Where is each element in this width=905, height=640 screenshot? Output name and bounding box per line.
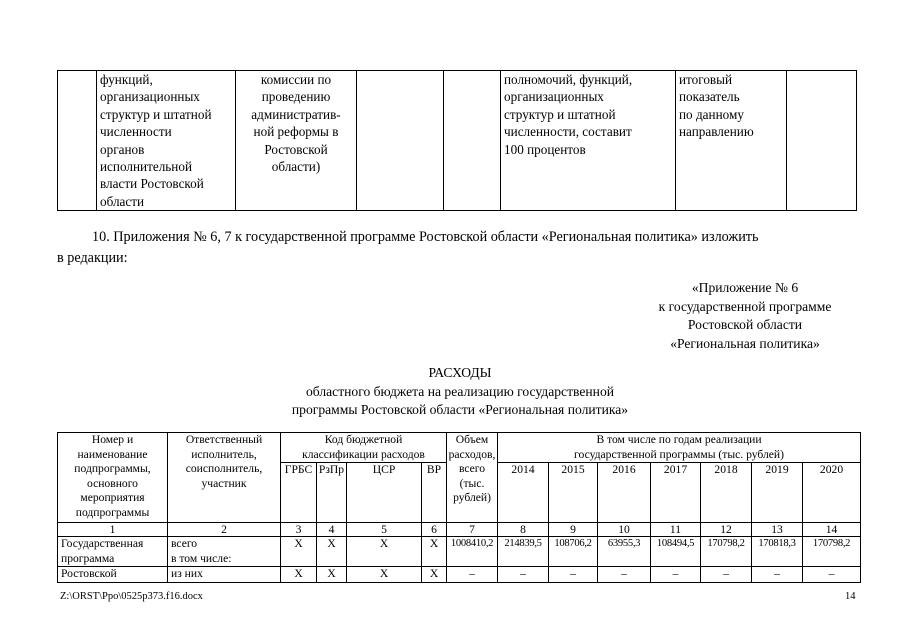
header-grbs: ГРБС [281,463,317,523]
header-year: 2018 [701,463,752,523]
expenses-table [57,432,861,583]
header-line: подпрограммы [75,505,150,519]
header-line: рублей) [453,491,491,505]
table-row [58,567,861,583]
row-year-value: 63955,3 [598,537,651,567]
table-row [58,71,857,211]
row-year-value: 214839,5 [498,537,549,567]
row-year-value: – [498,567,549,583]
header-years-group [498,433,861,463]
index-cell: 5 [347,523,422,537]
row-year-value: – [549,567,598,583]
appendix-line: «Приложение № 6 [691,280,799,295]
header-line: основного [87,476,138,490]
header-line: соисполнитель, [185,462,263,476]
index-cell: 4 [317,523,347,537]
cell-line: структур и штатной [504,106,616,122]
row-rzpr: Х [317,537,347,567]
cell-line: Государственная [61,537,144,551]
row-year-value: – [598,567,651,583]
row-name: Ростовской [58,567,168,583]
cell-line: показатель [679,89,740,105]
header-csr: ЦСР [347,463,422,523]
cell-line: всего [171,537,198,551]
document-title [170,364,750,420]
header-line: подпрограммы, [74,462,151,476]
row-year-value: 170798,2 [803,537,861,567]
header-year: 2020 [803,463,861,523]
row-csr: Х [347,537,422,567]
cell-line: области) [271,159,321,175]
header-line: (тыс. [459,476,485,490]
column-index-row [58,523,861,537]
index-cell: 1 [58,523,168,537]
cell-line: численности, составит [504,124,632,140]
footer-file-path: Z:\ORST\Ppo\0525p373.f16.docx [60,591,203,602]
row-vr: Х [422,537,447,567]
cell-line: власти Ростовской [100,176,204,192]
header-year: 2015 [549,463,598,523]
top-cell-2 [97,71,236,211]
appendix-header [640,279,850,353]
header-line: наименование [77,447,148,461]
page-number: 14 [845,591,856,602]
index-cell: 8 [498,523,549,537]
header-line: классификации расходов [302,447,425,461]
header-line: исполнитель, [191,447,257,461]
top-cell-8 [787,71,857,211]
header-line: государственной программы (тыс. рублей) [574,447,784,461]
header-executor [168,433,281,523]
row-csr: Х [347,567,422,583]
row-name [58,537,168,567]
top-cell-5 [444,71,501,211]
row-total: 1008410,2 [447,537,498,567]
top-cell-3 [236,71,357,211]
table-header-row [58,433,861,463]
row-year-value: – [752,567,803,583]
index-cell: 12 [701,523,752,537]
cell-line: ной реформы в [253,124,339,140]
header-line: участник [201,476,247,490]
header-line: расходов, [448,447,496,461]
row-total: – [447,567,498,583]
index-cell: 7 [447,523,498,537]
index-cell: 6 [422,523,447,537]
body-paragraph [57,227,857,269]
row-year-value: 170818,3 [752,537,803,567]
appendix-line: «Региональная политика» [670,335,820,351]
cell-line: структур и штатной [100,106,212,122]
cell-line: органов [100,141,145,157]
cell-line: в том числе: [171,551,232,565]
cell-line: комиссии по [260,72,332,87]
header-number [58,433,168,523]
cell-line: функций, [100,72,153,87]
row-grbs: Х [281,537,317,567]
top-cell-6 [501,71,676,211]
row-vr: Х [422,567,447,583]
header-line: всего [458,462,486,476]
paragraph-line: в редакции: [57,250,128,266]
title-line: программы Ростовской области «Региональная политика» [291,402,629,417]
index-cell: 14 [803,523,861,537]
index-cell: 2 [168,523,281,537]
cell-line: итоговый [679,72,733,87]
row-year-value: – [701,567,752,583]
header-line: Номер и [91,433,134,446]
header-volume [447,433,498,523]
header-line: Объем [455,433,489,446]
cell-line: полномочий, функций, [504,72,633,87]
header-year: 2016 [598,463,651,523]
cell-line: области [100,193,145,209]
row-grbs: Х [281,567,317,583]
title-line: РАСХОДЫ [428,365,492,380]
cell-line: исполнительной [100,159,193,175]
cell-line: численности [100,124,172,140]
header-vr: ВР [422,463,447,523]
cell-line: 100 процентов [504,141,586,157]
cell-line: по данному [679,106,744,122]
cell-line: проведению [261,89,331,105]
row-rzpr: Х [317,567,347,583]
index-cell: 10 [598,523,651,537]
index-cell: 13 [752,523,803,537]
top-cell-7 [676,71,787,211]
table-row [58,537,861,567]
top-table [57,70,857,211]
cell-line: программа [61,551,115,565]
cell-line: направлению [679,124,754,140]
cell-line: Ростовской [264,141,328,157]
index-cell: 3 [281,523,317,537]
row-year-value: 108706,2 [549,537,598,567]
row-year-value: – [651,567,701,583]
header-line: Ответственный [185,433,263,446]
top-cell-4 [357,71,444,211]
title-line: областного бюджета на реализацию государственной [305,383,615,399]
paragraph-line: 10. Приложения № 6, 7 к государственной программе Ростовской области «Региональная политика» изложить [92,229,759,245]
row-year-value: – [803,567,861,583]
row-executor: из них [168,567,281,583]
appendix-line: к государственной программе [658,298,832,314]
header-rzpr: РзПр [317,463,347,523]
header-line: В том числе по годам реализации [596,433,762,446]
row-executor [168,537,281,567]
index-cell: 9 [549,523,598,537]
appendix-line: Ростовской области [687,317,803,332]
header-year: 2019 [752,463,803,523]
cell-line: административ- [251,106,341,122]
header-year: 2014 [498,463,549,523]
header-line: мероприятия [80,491,145,505]
top-cell-1 [58,71,97,211]
header-budget-code [281,433,447,463]
index-cell: 11 [651,523,701,537]
header-line: Код бюджетной [324,433,403,446]
cell-line: организационных [504,89,604,105]
row-year-value: 170798,2 [701,537,752,567]
row-year-value: 108494,5 [651,537,701,567]
header-year: 2017 [651,463,701,523]
cell-line: организационных [100,89,200,105]
